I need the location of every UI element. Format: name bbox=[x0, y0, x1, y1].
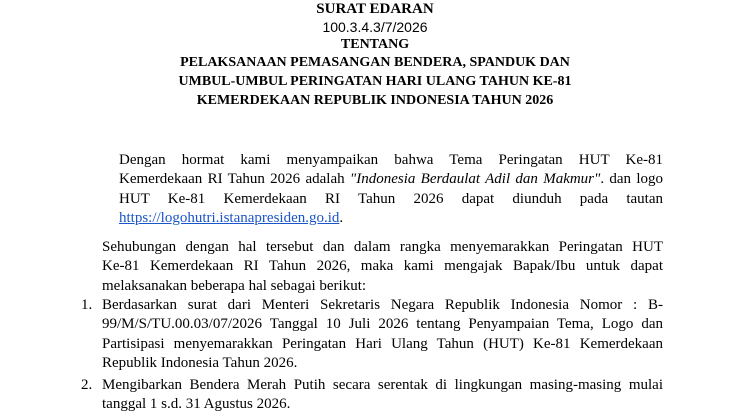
list-item-line: 99/M/S/TU.00.03/07/2026 Tanggal 10 Juli 2026 tentang Penyampaian Tema, Logo dan bbox=[102, 316, 663, 333]
paragraph-text: Kemerdekaan RI Tahun 2026 adalah bbox=[119, 171, 350, 188]
document-title: SURAT EDARAN bbox=[316, 1, 434, 17]
list-item-line: Republik Indonesia Tahun 2026. bbox=[102, 354, 298, 371]
list-item-number: 2. bbox=[81, 377, 93, 393]
theme-quote: "Indonesia Berdaulat Adil dan Makmur" bbox=[349, 171, 601, 188]
paragraph-line bbox=[119, 170, 663, 189]
list-item-body bbox=[102, 376, 663, 415]
paragraph-line: Dengan hormat kami menyampaikan bahwa Tema Peringatan HUT Ke-81 bbox=[119, 152, 663, 168]
subject-line-3: KEMERDEKAAN REPUBLIK INDONESIA TAHUN 2026 bbox=[196, 93, 554, 108]
paragraph-text: . bbox=[339, 209, 344, 226]
list-item-number: 1. bbox=[81, 297, 93, 313]
subject-line-2: UMBUL-UMBUL PERINGATAN HARI ULANG TAHUN KE-81 bbox=[178, 74, 572, 89]
logo-download-link[interactable]: https://logohutri.istanapresiden.go.id bbox=[119, 209, 340, 226]
second-paragraph bbox=[102, 238, 663, 296]
tentang-label: TENTANG bbox=[340, 37, 410, 52]
paragraph-text: . dan logo bbox=[600, 171, 663, 188]
list-item-body bbox=[102, 296, 663, 373]
paragraph-line bbox=[119, 209, 663, 228]
paragraph-line: Sehubungan dengan hal tersebut dan dalam rangka menyemarakkan Peringatan HUT bbox=[102, 239, 663, 255]
list-item-line: Mengibarkan Bendera Merah Putih secara serentak di lingkungan masing-masing mulai bbox=[102, 377, 663, 393]
document-number: 100.3.4.3/7/2026 bbox=[322, 19, 428, 35]
opening-paragraph bbox=[119, 151, 663, 228]
paragraph-line: melaksanakan beberapa hal sebagai berikut: bbox=[102, 277, 367, 294]
list-item-line: Partisipasi menyemarakkan Peringatan Hari Ulang Tahun (HUT) Ke-81 Kemerdekaan bbox=[102, 335, 663, 352]
paragraph-line: HUT Ke-81 Kemerdekaan RI Tahun 2026 dapat diunduh pada tautan bbox=[119, 190, 663, 207]
list-item-line: Berdasarkan surat dari Menteri Sekretaris Negara Republik Indonesia Nomor : B- bbox=[102, 297, 663, 313]
paragraph-line: Ke-81 Kemerdekaan RI Tahun 2026, maka kami mengajak Bapak/Ibu untuk dapat bbox=[102, 258, 663, 275]
list-item-line: tanggal 1 s.d. 31 Agustus 2026. bbox=[102, 396, 291, 413]
subject-line-1: PELAKSANAAN PEMASANGAN BENDERA, SPANDUK DAN bbox=[180, 55, 570, 70]
